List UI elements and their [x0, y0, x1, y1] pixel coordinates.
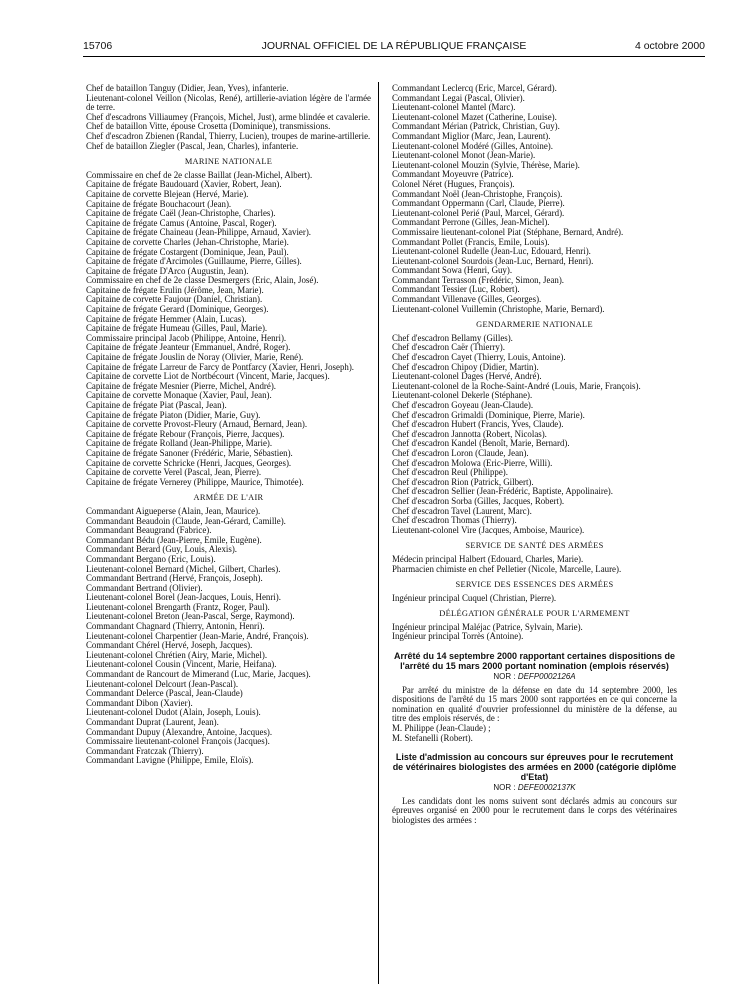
list-entry: Capitaine de frégate Jouslin de Noray (Olivier, Marie, René). — [86, 352, 304, 363]
list-entry: Commandant Legai (Pascal, Olivier). — [392, 92, 525, 103]
list-entry: Lieutenant-colonel Mantel (Marc). — [392, 102, 516, 113]
list-entry: Capitaine de frégate Hemmer (Alain, Lucas). — [86, 313, 247, 324]
list-entry: Lieutenant-colonel Cousin (Vincent, Marie, Heifana). — [86, 659, 277, 670]
list-entry: Chef d'escadron Cayet (Thierry, Louis, Antoine). — [392, 352, 566, 363]
section-heading-essences: SERVICE DES ESSENCES DES ARMÉES — [455, 580, 614, 590]
nor-label: NOR : — [493, 672, 518, 682]
list-entry: Capitaine de frégate Costargent (Dominique, Jean, Paul). — [86, 246, 289, 257]
nor-code: DEFP0002126A — [517, 672, 576, 682]
list-entry: Chef d'escadron Loron (Claude, Jean). — [392, 447, 529, 458]
list-entry: Capitaine de corvette Provost-Fleury (Arnaud, Bernard, Jean). — [86, 419, 308, 430]
list-entry: Commandant Leclercq (Eric, Marcel, Gérard). — [392, 83, 557, 93]
list-entry: Chef d'escadron Goyeau (Jean-Claude). — [392, 400, 534, 410]
list-entry: Capitaine de frégate Piaton (Didier, Marie, Guy). — [86, 409, 261, 420]
army-list — [86, 84, 371, 151]
list-entry: Pharmacien chimiste en chef Pelletier (Nicole, Marcelle, Laure). — [392, 563, 622, 574]
list-entry: Capitaine de frégate Baudouard (Xavier, Robert, Jean). — [86, 179, 282, 190]
list-entry: Capitaine de frégate Sanoner (Frédéric, Marie, Sébastien). — [86, 447, 293, 458]
list-entry: Capitaine de corvette Verel (Pascal, Jean, Pierre). — [86, 467, 262, 478]
list-entry: Capitaine de frégate Mesnier (Pierre, Michel, André). — [86, 380, 276, 391]
list-entry: Commandant Oppermann (Carl, Claude, Pierre). — [392, 198, 565, 209]
journal-title: JOURNAL OFFICIEL DE LA RÉPUBLIQUE FRANÇAISE — [261, 40, 527, 52]
list-entry: Chef d'escadron Tavel (Laurent, Marc). — [392, 505, 532, 516]
arrete-title: Arrêté du 14 septembre 2000 rapportant certaines dispositions de l'arrêté du 15 mars 2000 portant nomination (emplois réservés) — [393, 651, 676, 672]
list-entry: Capitaine de frégate Camus (Antoine, Pascal, Roger). — [86, 217, 277, 228]
list-entry: Commandant Berard (Guy, Louis, Alexis). — [86, 544, 238, 555]
dga-list — [392, 623, 677, 642]
list-entry: Chef d'escadron Reul (Philippe). — [392, 467, 508, 478]
list-entry: Capitaine de frégate D'Arco (Augustin, Jean). — [86, 265, 249, 276]
list-entry: Chef de bataillon Vitte, épouse Crosetta (Dominique), transmissions. — [86, 121, 331, 132]
list-entry: Chef d'escadron Rion (Patrick, Gilbert). — [392, 476, 534, 487]
list-entry: Lieutenant-colonel Perié (Paul, Marcel, Gérard). — [392, 207, 565, 218]
list-entry: Lieutenant-colonel Charpentier (Jean-Marie, André, François). — [86, 630, 309, 641]
air-list-left — [86, 507, 371, 766]
list-entry: Lieutenant-colonel Chrétien (Airy, Marie, Michel). — [86, 649, 268, 660]
section-heading-dga: DÉLÉGATION GÉNÉRALE POUR L'ARMEMENT — [439, 609, 630, 619]
list-entry: Commandant Sowa (Henri, Guy). — [392, 265, 513, 276]
list-entry: Commandant Moyeuvre (Patrice). — [392, 169, 514, 180]
list-entry: Capitaine de frégate Caël (Jean-Christophe, Charles). — [86, 208, 276, 219]
list-entry: Lieutenant-colonel Sourdois (Jean-Luc, Bernard, Henri). — [392, 255, 594, 266]
section-heading-sante: SERVICE DE SANTÉ DES ARMÉES — [465, 541, 604, 551]
list-entry: Commandant Noël (Jean-Christophe, François). — [392, 188, 563, 199]
right-column — [392, 84, 677, 826]
list-entry: M. Stefanelli (Robert). — [392, 732, 473, 743]
list-entry: Lieutenant-colonel Monot (Jean-Marie). — [392, 150, 536, 161]
list-entry: Commandant Beaudoin (Claude, Jean-Gérard, Camille). — [86, 515, 286, 526]
list-entry: Lieutenant-colonel Dekerle (Stéphane). — [392, 390, 533, 401]
list-entry: Chef d'escadron Bellamy (Gilles). — [392, 332, 513, 343]
list-entry: Capitaine de corvette Faujour (Daniel, Christian). — [86, 294, 263, 305]
page-header — [83, 40, 705, 54]
list-entry: Chef de bataillon Ziegler (Pascal, Jean, Charles), infanterie. — [86, 140, 299, 151]
list-entry: Commissaire principal Jacob (Philippe, Antoine, Henri). — [86, 332, 287, 343]
list-entry: Chef d'escadron Sellier (Jean-Frédéric, Baptiste, Appolinaire). — [392, 486, 613, 497]
list-entry: Commandant Villenave (Gilles, Georges). — [392, 294, 542, 305]
list-entry: Lieutenant-colonel de la Roche-Saint-André (Louis, Marie, François). — [392, 380, 641, 391]
list-entry: Lieutenant-colonel Modéré (Gilles, Antoine). — [392, 140, 553, 151]
header-rule — [83, 56, 705, 57]
list-entry: Chef d'escadron Caër (Thierry). — [392, 342, 505, 353]
list-entry: Chef d'escadron Thomas (Thierry). — [392, 515, 517, 526]
list-entry: Commandant Fratczak (Thierry). — [86, 745, 204, 756]
list-entry: Médecin principal Halbert (Edouard, Charles, Marie). — [392, 553, 584, 564]
list-entry: Commandant Perrone (Gilles, Jean-Michel). — [392, 217, 550, 228]
list-entry: Chef d'escadron Hubert (Francis, Yves, Claude). — [392, 419, 564, 430]
list-entry: Chef d'escadron Molowa (Eric-Pierre, Willi). — [392, 457, 553, 468]
list-entry: Commandant Lavigne (Philippe, Emile, Eloïs). — [86, 755, 254, 766]
list-entry: Lieutenant-colonel Mazet (Catherine, Louise). — [392, 111, 557, 122]
sante-list — [392, 555, 677, 574]
arrete-body: Par arrêté du ministre de la défense en date du 14 septembre 2000, les dispositions de l'arrêté du 15 mars 2000 sont rapportées en ce qui concerne la nomination en qualité d'ouvrier professionnel du ministère de la défense, au titre des emplois réservés, de : — [392, 684, 677, 724]
issue-date: 4 octobre 2000 — [634, 40, 705, 52]
gendarmerie-list — [392, 334, 677, 535]
list-entry: Lieutenant-colonel Delcourt (Jean-Pascal). — [86, 678, 239, 689]
list-entry: Lieutenant-colonel Vire (Jacques, Amboise, Maurice). — [392, 524, 585, 535]
list-entry: Commandant Duprat (Laurent, Jean). — [86, 717, 219, 727]
list-entry: Commandant Terrasson (Frédéric, Simon, Jean). — [392, 274, 564, 285]
list-entry: Capitaine de frégate Piat (Pascal, Jean). — [86, 400, 227, 410]
marine-list — [86, 171, 371, 488]
list-entry: Capitaine de frégate Rolland (Jean-Philippe, Marie). — [86, 438, 273, 449]
section-heading-marine: MARINE NATIONALE — [184, 157, 273, 167]
section-heading-gendarmerie: GENDARMERIE NATIONALE — [476, 320, 593, 330]
list-entry: Commandant Bertrand (Olivier). — [86, 582, 203, 593]
list-entry: Lieutenant-colonel Borel (Jean-Jacques, Louis, Henri). — [86, 592, 281, 603]
list-entry: Capitaine de frégate Erulin (Jérôme, Jean, Marie). — [86, 284, 264, 295]
list-entry: Capitaine de frégate Chaineau (Jean-Philippe, Arnaud, Xavier). — [86, 227, 311, 238]
list-entry: Colonel Néret (Hugues, François). — [392, 178, 515, 189]
nor-code: DEFE0002137K — [517, 783, 576, 793]
list-entry: Commandant Bergano (Eric, Louis). — [86, 553, 216, 564]
list-entry: Commandant Tessier (Luc, Robert). — [392, 284, 520, 295]
list-entry: Commissaire lieutenant-colonel Piat (Stéphane, Bernard, André). — [392, 226, 624, 237]
list-entry: Capitaine de frégate Bouchacourt (Jean). — [86, 198, 232, 209]
list-entry: Lieutenant-colonel Dudot (Alain, Joseph, Louis). — [86, 707, 261, 718]
list-entry: Commissaire lieutenant-colonel François (Jacques). — [86, 736, 270, 747]
column-divider — [378, 82, 379, 984]
list-entry: Chef d'escadron Kandel (Benoît, Marie, Bernard). — [392, 438, 570, 449]
list-entry: Capitaine de corvette Schricke (Henri, Jacques, Georges). — [86, 457, 292, 468]
list-entry: Lieutenant-colonel Breton (Jean-Pascal, Serge, Raymond). — [86, 611, 295, 622]
section-heading-air: ARMÉE DE L'AIR — [193, 493, 264, 503]
air-list-right — [392, 84, 677, 314]
list-entry: Capitaine de corvette Monaque (Xavier, Paul, Jean). — [86, 390, 272, 401]
list-entry: Capitaine de corvette Liot de Nortbécourt (Vincent, Marie, Jacques). — [86, 371, 330, 382]
list-entry: Ingénieur principal Cuquel (Christian, Pierre). — [392, 592, 557, 603]
essences-list — [392, 594, 677, 604]
list-entry: Commandant Chagnard (Thierry, Antonin, Henri). — [86, 621, 265, 632]
list-entry: Chef d'escadron Jannotta (Robert, Nicolas). — [392, 428, 547, 439]
list-entry: Ingénieur principal Torrès (Antoine). — [392, 631, 524, 642]
nor-label: NOR : — [493, 783, 518, 793]
list-entry: Commissaire en chef de 2e classe Desmergers (Eric, Alain, José). — [86, 275, 319, 286]
list-entry: Lieutenant-colonel Rudelle (Jean-Luc, Edouard, Henri). — [392, 246, 591, 257]
arrete-names — [392, 724, 677, 743]
liste-body: Les candidats dont les noms suivent sont déclarés admis au concours sur épreuves organisé en 2000 pour le recrutement dans le corps des vétérinaires biologistes des armées : — [392, 795, 677, 825]
arrete-nor — [392, 672, 677, 682]
list-entry: Commandant Mérian (Patrick, Christian, Guy). — [392, 121, 560, 132]
list-entry: Commissaire en chef de 2e classe Baillat (Jean-Michel, Albert). — [86, 169, 313, 180]
list-entry: Capitaine de frégate d'Arcimoles (Guillaume, Pierre, Gilles). — [86, 256, 302, 267]
list-entry: Chef d'escadron Chipoy (Didier, Martin). — [392, 361, 539, 372]
list-entry: Commandant Dibon (Xavier). — [86, 697, 193, 708]
list-entry: Commandant Dupuy (Alexandre, Antoine, Jacques). — [86, 726, 273, 737]
list-entry: Commandant Delerce (Pascal, Jean-Claude) — [86, 688, 243, 699]
list-entry: Commandant Beaugrand (Fabrice). — [86, 525, 212, 536]
list-entry: Capitaine de frégate Humeau (Gilles, Paul, Marie). — [86, 323, 268, 334]
list-entry: Lieutenant-colonel Mouzin (Sylvie, Thérèse, Marie). — [392, 159, 580, 170]
list-entry: Capitaine de frégate Vernerey (Philippe, Maurice, Thimotée). — [86, 476, 304, 487]
list-entry: Chef d'escadron Sorba (Gilles, Jacques, Robert). — [392, 495, 565, 506]
list-entry: Lieutenant-colonel Vuillemin (Christophe, Marie, Bernard). — [392, 303, 605, 314]
list-entry: Lieutenant-colonel Bernard (Michel, Gilbert, Charles). — [86, 563, 281, 574]
list-entry: Capitaine de frégate Jeanteur (Emmanuel, André, Roger). — [86, 342, 291, 353]
list-entry: Lieutenant-colonel Dages (Hervé, André). — [392, 371, 542, 382]
list-entry: Capitaine de frégate Larreur de Farcy de Pontfarcy (Xavier, Henri, Joseph). — [86, 361, 354, 372]
list-entry: M. Philippe (Jean-Claude) ; — [392, 723, 491, 734]
list-entry: Chef d'escadron Zbienen (Randal, Thierry, Lucien), troupes de marine-artillerie. — [86, 130, 371, 141]
list-entry: Commandant Bertrand (Hervé, François, Joseph). — [86, 573, 263, 584]
left-column — [86, 84, 371, 766]
liste-title: Liste d'admission au concours sur épreuves pour le recrutement de vétérinaires biologistes des armées en 2000 (catégorie diplôme d'Etat) — [392, 752, 677, 783]
list-entry: Commandant Miglior (Marc, Jean, Laurent). — [392, 130, 551, 141]
list-entry: Commandant Pollet (Francis, Emile, Louis). — [392, 236, 550, 247]
list-entry: Lieutenant-colonel Brengarth (Frantz, Roger, Paul). — [86, 601, 270, 612]
list-entry: Capitaine de corvette Blejean (Hervé, Marie). — [86, 188, 249, 199]
list-entry: Commandant Aigueperse (Alain, Jean, Maurice). — [86, 505, 261, 516]
list-entry: Capitaine de corvette Charles (Jehan-Christophe, Marie). — [86, 236, 289, 247]
list-entry: Chef de bataillon Tanguy (Didier, Jean, Yves), infanterie. — [86, 83, 289, 93]
list-entry: Chef d'escadrons Villiaumey (François, Michel, Just), arme blindée et cavalerie. — [86, 111, 371, 122]
list-entry: Ingénieur principal Maléjac (Patrice, Sylvain, Marie). — [392, 621, 583, 632]
list-entry: Commandant de Rancourt de Mimerand (Luc, Marie, Jacques). — [86, 669, 311, 680]
list-entry: Commandant Chérel (Hervé, Joseph, Jacques). — [86, 640, 253, 651]
list-entry: Commandant Bédu (Jean-Pierre, Emile, Eugène). — [86, 534, 262, 545]
liste-nor — [392, 783, 677, 793]
list-entry: Capitaine de frégate Gerard (Dominique, Georges). — [86, 304, 269, 315]
page-number: 15706 — [83, 40, 113, 52]
list-entry: Lieutenant-colonel Veillon (Nicolas, René), artillerie-aviation légère de l'armée de terre. — [86, 92, 371, 113]
list-entry: Capitaine de frégate Rebour (François, Pierre, Jacques). — [86, 428, 285, 439]
list-entry: Chef d'escadron Grimaldi (Dominique, Pierre, Marie). — [392, 409, 585, 420]
